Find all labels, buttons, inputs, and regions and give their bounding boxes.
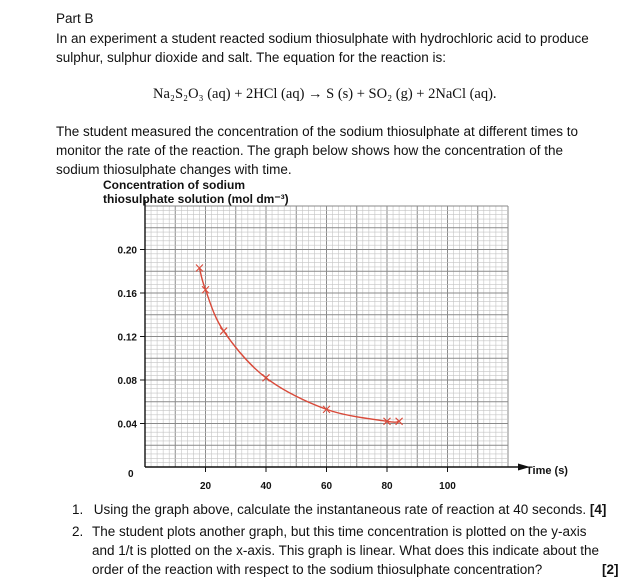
question-1-marks: [4] (589, 502, 607, 517)
paragraph-line-3: sodium thiosulphate changes with time. (56, 162, 292, 177)
x-tick-label: 100 (439, 481, 456, 492)
x-tick-label: 40 (260, 481, 272, 492)
question-2-number: 2. (72, 524, 84, 539)
question-2-marks: [2] (602, 562, 619, 577)
intro-line-1: In an experiment a student reacted sodium thiosulphate with hydrochloric acid to produce (56, 31, 589, 46)
y-axis-title-line-2: thiosulphate solution (mol dm⁻³) (103, 192, 289, 206)
y-axis-title-line-1: Concentration of sodium (103, 178, 245, 192)
x-tick-label: 80 (381, 481, 393, 492)
y-tick-label: 0.16 (117, 289, 137, 300)
y-tick-label: 0.08 (117, 376, 137, 387)
question-1-text: Using the graph above, calculate the instantaneous rate of reaction at 40 seconds. (93, 502, 587, 517)
question-2-text: The student plots another graph, but this time concentration is plotted on the y-axis and 1/t is plotted on the x-axis. This graph is linear. What does this indicate about the order of the reaction with respect to the sodium thiosulphate concentration? (92, 524, 600, 577)
x-tick-label: 60 (320, 481, 333, 492)
graph-ticks (118, 246, 457, 493)
x-axis-title: Time (s) (526, 465, 568, 477)
question-1 (72, 500, 632, 519)
x-tick-label: 20 (199, 481, 212, 492)
question-1-number: 1. (72, 502, 84, 517)
graph-grid (145, 206, 508, 467)
paragraph-line-1: The student measured the concentration of the sodium thiosulphate at different times to (56, 124, 579, 139)
part-heading: Part B (56, 11, 94, 26)
y-tick-label: 0.20 (117, 245, 137, 257)
paragraph-line-2: monitor the rate of the reaction. The graph below shows how the concentration of the (56, 143, 564, 158)
y-tick-label: 0.12 (117, 332, 137, 344)
reaction-equation: Na₂S₂O₃ (aq) + 2HCl (aq) → S (s) + SO₂ (g) + 2NaCl (aq). (153, 86, 497, 102)
origin-label: 0 (128, 469, 134, 480)
y-tick-label: 0.04 (117, 419, 137, 431)
intro-line-2: sulphur, sulphur dioxide and salt. The equation for the reaction is: (56, 50, 446, 65)
